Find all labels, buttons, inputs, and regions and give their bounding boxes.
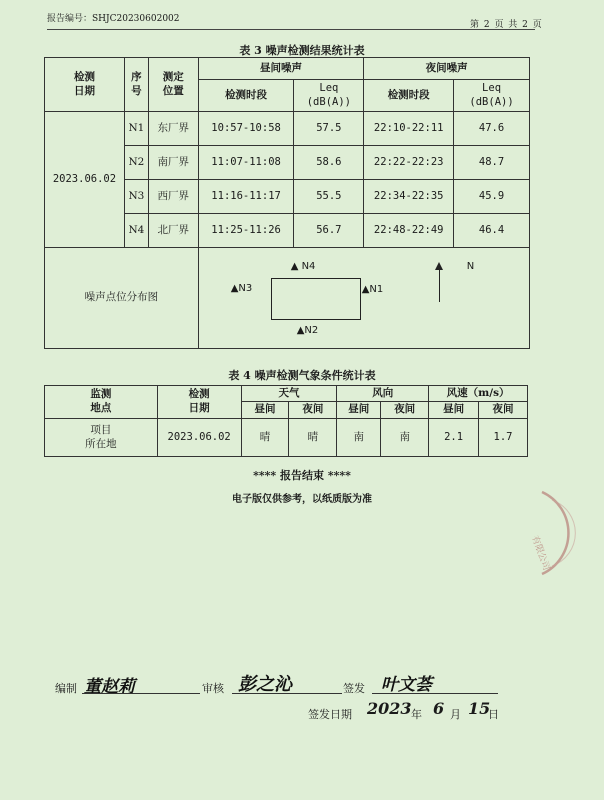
night-noise-header: 夜间噪声 <box>364 58 530 80</box>
wind-dir-night: 南 <box>381 419 429 457</box>
report-end-mark: **** 报告结束 **** <box>253 469 351 482</box>
day-noise-header: 昼间噪声 <box>198 58 364 80</box>
test-date: 2023.06.02 <box>45 112 125 248</box>
col-no-header: 序 号 <box>124 58 148 112</box>
point-position: 西厂界 <box>148 180 198 214</box>
col-site-header: 监测 地点 <box>45 386 158 419</box>
night-leq: 48.7 <box>454 146 530 180</box>
compile-sign-line <box>82 693 200 694</box>
table4-title: 表 4 噪声检测气象条件统计表 <box>228 369 376 382</box>
report-number: 报告编号：SHJC20230602002 <box>47 14 180 24</box>
wind-speed-header: 风速（m/s） <box>429 386 528 402</box>
compile-signature: 董赵莉 <box>84 677 135 697</box>
table-row <box>45 419 528 457</box>
map-label: 噪声点位分布图 <box>45 248 199 349</box>
point-no: N3 <box>124 180 148 214</box>
weather-header: 天气 <box>241 386 337 402</box>
weather-night: 晴 <box>289 419 337 457</box>
point-position: 北厂界 <box>148 214 198 248</box>
monitor-date: 2023.06.02 <box>157 419 241 457</box>
wind-speed-night: 1.7 <box>479 419 528 457</box>
night-period: 22:10-22:11 <box>364 112 454 146</box>
weather-day-header: 昼间 <box>241 402 289 419</box>
day-period-header: 检测时段 <box>198 80 294 112</box>
night-period: 22:34-22:35 <box>364 180 454 214</box>
header-divider <box>47 29 535 30</box>
noise-result-table <box>44 57 530 349</box>
seal-stamp-icon <box>522 482 604 582</box>
svg-text:有限公司: 有限公司 <box>529 534 551 572</box>
wind-dir-night-header: 夜间 <box>381 402 429 419</box>
wind-speed-day: 2.1 <box>429 419 479 457</box>
review-label: 审核 <box>202 682 224 695</box>
night-period-header: 检测时段 <box>364 80 454 112</box>
wind-direction-header: 风向 <box>337 386 429 402</box>
night-period: 22:22-22:23 <box>364 146 454 180</box>
issue-sign-line <box>372 693 498 694</box>
weather-day: 晴 <box>241 419 289 457</box>
issue-signature: 叶文荟 <box>381 675 432 695</box>
north-label: N <box>466 261 475 272</box>
issue-date-day: 15 <box>468 699 491 718</box>
issue-date-year: 2023 <box>367 699 412 718</box>
day-leq: 55.5 <box>294 180 364 214</box>
night-leq-header: Leq (dB(A)) <box>454 80 530 112</box>
day-unit: 日 <box>488 708 499 721</box>
day-leq: 58.6 <box>294 146 364 180</box>
point-position: 东厂界 <box>148 112 198 146</box>
day-period: 10:57-10:58 <box>198 112 294 146</box>
marker-n1: ▲N1 <box>361 284 384 295</box>
marker-n3: ▲N3 <box>230 283 253 294</box>
day-leq: 56.7 <box>294 214 364 248</box>
point-no: N4 <box>124 214 148 248</box>
point-no: N1 <box>124 112 148 146</box>
table-row <box>45 112 530 146</box>
month-unit: 月 <box>450 708 461 721</box>
point-position: 南厂界 <box>148 146 198 180</box>
day-leq-header: Leq (dB(A)) <box>294 80 364 112</box>
plant-boundary <box>271 278 361 320</box>
noise-point-map <box>198 248 529 349</box>
marker-n4: ▲ N4 <box>290 261 316 272</box>
wind-dir-day: 南 <box>337 419 381 457</box>
electronic-copy-note: 电子版仅供参考，以纸质版为准 <box>232 494 372 505</box>
col-date-header: 检测 日期 <box>157 386 241 419</box>
review-signature: 彭之沁 <box>238 674 292 695</box>
day-period: 11:16-11:17 <box>198 180 294 214</box>
issue-date-month: 6 <box>433 699 445 718</box>
compile-label: 编制 <box>55 682 77 695</box>
table3-title: 表 3 噪声检测结果统计表 <box>239 44 365 57</box>
night-leq: 47.6 <box>454 112 530 146</box>
night-period: 22:48-22:49 <box>364 214 454 248</box>
night-leq: 45.9 <box>454 180 530 214</box>
weather-night-header: 夜间 <box>289 402 337 419</box>
page-indicator: 第 2 页 共 2 页 <box>470 20 543 30</box>
north-arrow-shaft <box>439 268 440 302</box>
issue-date-label: 签发日期 <box>308 708 352 721</box>
night-leq: 46.4 <box>454 214 530 248</box>
issue-label: 签发 <box>343 682 365 695</box>
monitor-site: 项目 所在地 <box>45 419 158 457</box>
year-unit: 年 <box>411 708 422 721</box>
weather-condition-table <box>44 385 528 457</box>
col-position-header: 测定 位置 <box>148 58 198 112</box>
wind-speed-night-header: 夜间 <box>479 402 528 419</box>
day-period: 11:25-11:26 <box>198 214 294 248</box>
wind-dir-day-header: 昼间 <box>337 402 381 419</box>
marker-n2: ▲N2 <box>296 325 319 336</box>
point-no: N2 <box>124 146 148 180</box>
review-sign-line <box>232 693 342 694</box>
col-date-header: 检测 日期 <box>45 58 125 112</box>
day-period: 11:07-11:08 <box>198 146 294 180</box>
day-leq: 57.5 <box>294 112 364 146</box>
wind-speed-day-header: 昼间 <box>429 402 479 419</box>
